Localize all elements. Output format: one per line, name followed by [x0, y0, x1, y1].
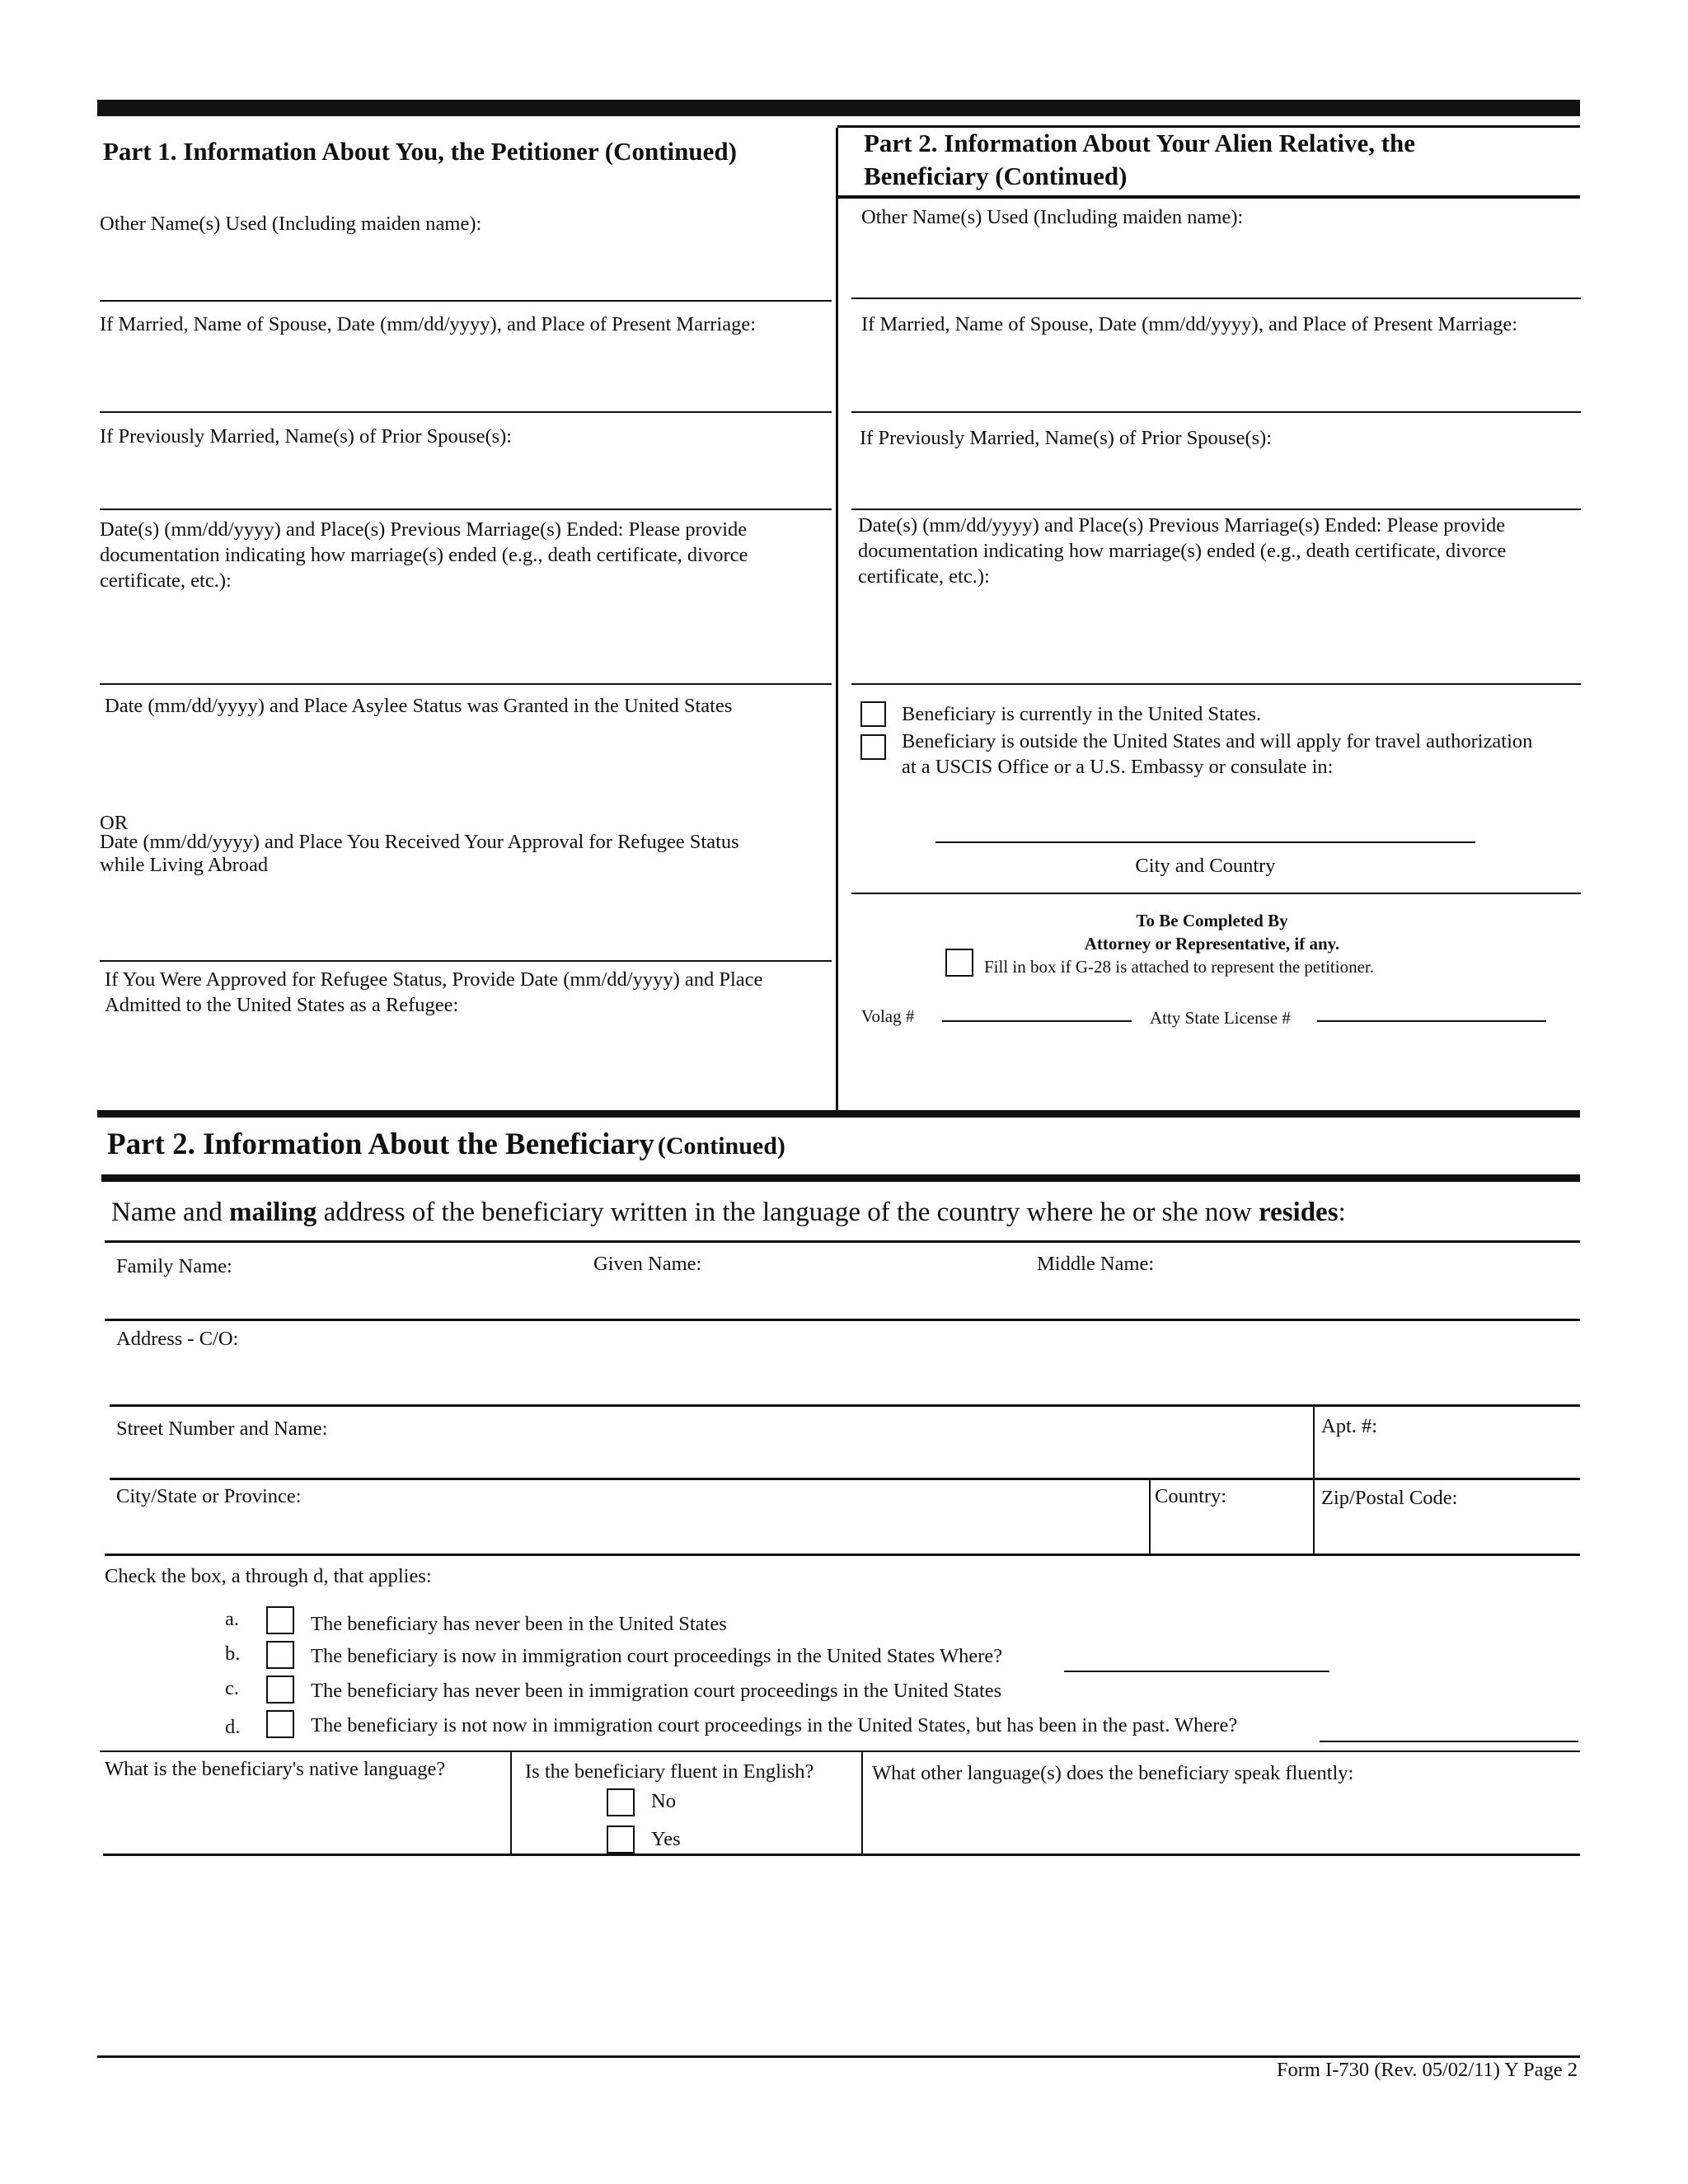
family-name-input[interactable]: [116, 1282, 581, 1318]
volag-label: Volag #: [861, 1006, 915, 1026]
other-languages-input[interactable]: [872, 1793, 1572, 1848]
p1-refugee-admitted-label: If You Were Approved for Refugee Status, Provide Date (mm/dd/yyyy) and Place Admitted to the United States as a Refugee:: [105, 968, 763, 1016]
section-rule-under-header: [101, 1174, 1580, 1182]
zip-input[interactable]: [1321, 1515, 1572, 1549]
p1-prior-spouse-input[interactable]: [100, 457, 828, 509]
native-language-input[interactable]: [105, 1790, 504, 1849]
p2r-rule-2: [851, 411, 1581, 413]
part2-relative-header-1: Part 2. Information About Your Alien Relative, the: [864, 129, 1416, 157]
street-label: Street Number and Name:: [116, 1418, 328, 1440]
option-b-where-rule: [1064, 1671, 1329, 1672]
option-d-label: The beneficiary is not now in immigration court proceedings in the United States, but has been in the past. Where?: [311, 1714, 1238, 1736]
apt-input[interactable]: [1321, 1444, 1572, 1479]
language-row-top: [100, 1750, 1580, 1752]
mailing-instruction: [111, 1195, 1346, 1230]
p2r-rule-1: [851, 298, 1581, 299]
p2r-rule-5: [851, 893, 1581, 894]
outside-us-checkbox[interactable]: [860, 734, 886, 760]
address-co-bottom: [110, 1404, 1580, 1407]
p1-spouse-input[interactable]: [100, 346, 828, 405]
volag-rule: [942, 1020, 1132, 1022]
volag-input[interactable]: [942, 996, 1135, 1022]
language-divider-2: [861, 1750, 863, 1854]
option-c-label: The beneficiary has never been in immigration court proceedings in the United States: [311, 1680, 1002, 1702]
atty-license-label: Atty State License #: [1150, 1008, 1291, 1028]
p2r-rule-3: [851, 509, 1581, 510]
attorney-title-1: To Be Completed By: [1136, 911, 1288, 930]
fluent-no-label: No: [651, 1790, 676, 1812]
g28-label: Fill in box if G-28 is attached to represent the petitioner.: [984, 957, 1374, 977]
part2-relative-bottom-rule: [837, 195, 1580, 199]
option-d-letter: d.: [225, 1716, 241, 1738]
option-a-letter: a.: [225, 1608, 239, 1630]
instr-mid: address of the beneficiary written in the language of the country where he or she now: [316, 1197, 1259, 1227]
zip-label: Zip/Postal Code:: [1321, 1487, 1458, 1509]
p2r-other-names-input[interactable]: [851, 239, 1576, 290]
given-name-input[interactable]: [593, 1282, 1025, 1318]
street-input[interactable]: [116, 1444, 1306, 1479]
p1-or-label: OR: [100, 812, 129, 834]
p2r-prior-spouse-label: If Previously Married, Name(s) of Prior Spouse(s):: [860, 427, 1273, 449]
p1-rule-2: [100, 411, 832, 413]
instr-bold-mailing: mailing: [228, 1197, 317, 1227]
option-d-checkbox[interactable]: [266, 1710, 294, 1738]
name-row-top: [105, 1240, 1580, 1243]
street-row-bottom: [110, 1478, 1580, 1480]
option-a-checkbox[interactable]: [266, 1606, 294, 1634]
p1-rule-4: [100, 683, 832, 685]
atty-license-input[interactable]: [1317, 996, 1550, 1022]
address-co-label: Address - C/O:: [116, 1328, 239, 1350]
p2r-marriage-ended-input[interactable]: [851, 598, 1576, 679]
p1-rule-1: [100, 300, 832, 302]
city-country-input[interactable]: [935, 812, 1479, 842]
address-co-input[interactable]: [116, 1356, 1570, 1397]
fluent-yes-label: Yes: [651, 1828, 681, 1850]
middle-name-label: Middle Name:: [1037, 1253, 1155, 1275]
p1-other-names-label: Other Name(s) Used (Including maiden name):: [100, 213, 482, 235]
p2r-rule-4: [851, 683, 1581, 685]
p1-refugee-abroad-label: Date (mm/dd/yyyy) and Place You Received Your Approval for Refugee Status while Living Abroad: [100, 831, 739, 876]
p1-marriage-ended-label: Date(s) (mm/dd/yyyy) and Place(s) Previous Marriage(s) Ended: Please provide documentation indicating how marriage(s) ended (e.g., death certificate, divorce certificate, etc.):: [100, 518, 748, 592]
atty-license-rule: [1317, 1020, 1546, 1022]
in-us-label: Beneficiary is currently in the United States.: [902, 703, 1262, 725]
instr-post: :: [1338, 1197, 1346, 1227]
apt-divider: [1313, 1406, 1315, 1554]
top-rule: [97, 100, 1580, 116]
p1-rule-3: [100, 509, 832, 510]
option-c-letter: c.: [225, 1677, 239, 1699]
native-language-label: What is the beneficiary's native language?: [105, 1758, 446, 1780]
city-input[interactable]: [116, 1515, 1142, 1549]
instr-bold-resides: resides: [1259, 1197, 1339, 1227]
given-name-label: Given Name:: [593, 1253, 702, 1275]
option-b-letter: b.: [225, 1643, 241, 1665]
option-d-where-rule: [1320, 1741, 1578, 1742]
in-us-checkbox[interactable]: [860, 701, 886, 727]
language-divider-1: [510, 1750, 512, 1854]
p1-refugee-admitted-input[interactable]: [100, 1026, 828, 1108]
part2-relative-header-2: Beneficiary (Continued): [864, 162, 1128, 190]
option-b-label: The beneficiary is now in immigration court proceedings in the United States Where?: [311, 1645, 1003, 1667]
middle-name-input[interactable]: [1037, 1282, 1568, 1318]
option-c-checkbox[interactable]: [266, 1675, 294, 1704]
option-b-where-input[interactable]: [1064, 1644, 1333, 1671]
country-label: Country:: [1155, 1485, 1227, 1507]
p2r-other-names-label: Other Name(s) Used (Including maiden name):: [861, 206, 1244, 228]
p1-marriage-ended-input[interactable]: [100, 602, 828, 679]
option-d-where-input[interactable]: [1320, 1714, 1582, 1741]
p1-spouse-label: If Married, Name of Spouse, Date (mm/dd/yyyy), and Place of Present Marriage:: [100, 313, 757, 335]
city-country-label: City and Country: [1135, 855, 1276, 877]
p1-rule-5: [100, 960, 832, 962]
name-row-bottom: [105, 1319, 1580, 1321]
part2-beneficiary-header-cont: (Continued): [657, 1132, 785, 1160]
p2r-prior-spouse-input[interactable]: [851, 459, 1576, 506]
form-id: Form I-730 (Rev. 05/02/11) Y Page 2: [1276, 2059, 1578, 2081]
country-input[interactable]: [1155, 1515, 1311, 1549]
fluent-yes-checkbox[interactable]: [607, 1825, 635, 1854]
part2-beneficiary-header: [107, 1127, 785, 1162]
city-label: City/State or Province:: [116, 1485, 302, 1507]
section-rule-top: [97, 1110, 1580, 1118]
fluent-label: Is the beneficiary fluent in English?: [525, 1760, 814, 1783]
option-a-label: The beneficiary has never been in the United States: [311, 1613, 727, 1635]
p1-prior-spouse-label: If Previously Married, Name(s) of Prior Spouse(s):: [100, 425, 513, 448]
other-languages-label: What other language(s) does the beneficiary speak fluently:: [872, 1762, 1354, 1784]
p2r-spouse-input[interactable]: [851, 346, 1576, 405]
p2r-spouse-label: If Married, Name of Spouse, Date (mm/dd/yyyy), and Place of Present Marriage:: [861, 313, 1518, 335]
part1-header: Part 1. Information About You, the Petitioner (Continued): [103, 137, 737, 166]
apt-label: Apt. #:: [1321, 1415, 1378, 1437]
p1-asylee-refugee-input[interactable]: [100, 882, 828, 959]
city-row-bottom: [105, 1554, 1580, 1556]
city-country-rule: [935, 841, 1475, 843]
language-row-bottom: [103, 1854, 1580, 1856]
family-name-label: Family Name:: [116, 1255, 232, 1277]
fluent-no-checkbox[interactable]: [607, 1788, 635, 1816]
p2r-marriage-ended-label: Date(s) (mm/dd/yyyy) and Place(s) Previous Marriage(s) Ended: Please provide documentation indicating how marriage(s) ended (e.g., death certificate, divorce certificate, etc.):: [858, 514, 1507, 588]
option-b-checkbox[interactable]: [266, 1641, 294, 1669]
attorney-title-2: Attorney or Representative, if any.: [1084, 934, 1340, 954]
p1-other-names-input[interactable]: [100, 243, 828, 294]
outside-us-label: Beneficiary is outside the United States and will apply for travel authorization at a USCIS Office or a U.S. Embassy or consulate in:: [902, 730, 1533, 778]
check-intro: Check the box, a through d, that applies:: [105, 1565, 432, 1587]
column-divider: [836, 128, 838, 1113]
country-divider: [1149, 1479, 1151, 1554]
instr-pre: Name and: [111, 1197, 229, 1227]
part2-beneficiary-header-main: Part 2. Information About the Beneficiary: [107, 1127, 654, 1161]
p1-asylee-label: Date (mm/dd/yyyy) and Place Asylee Status was Granted in the United States: [105, 695, 733, 717]
g28-checkbox[interactable]: [945, 949, 973, 977]
